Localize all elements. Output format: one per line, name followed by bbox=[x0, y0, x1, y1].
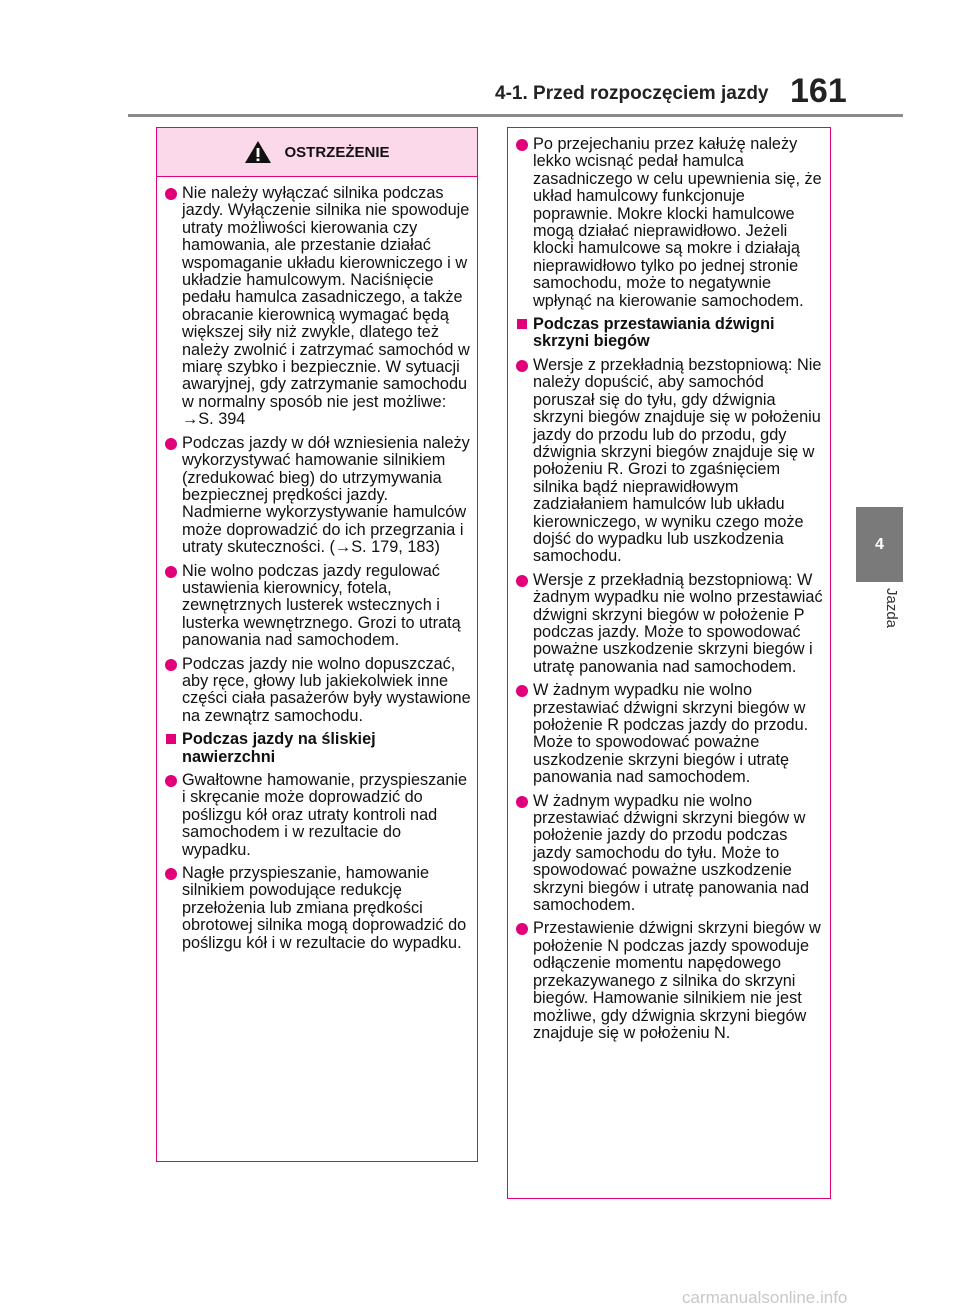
paragraph-text: Nie należy wyłączać silnika podczas jazdy. Wyłączenie silnika nie spowoduje utraty możliwości kierowania czy hamowania, ale przestanie działać wspomaganie układu kierowniczego i w układzie hamulcowym. Naciśnięcie pedału hamulca zasadniczego, a także obracanie kierownicą wymagać będą większej siły niż zwykle, dlatego też należy zwolnić i zatrzymać samochód w miarę szybko i bezpiecznie. W sytuacji awaryjnej, gdy zatrzymanie samochodu w normalny sposób nie jest możliwe: →S. 394 bbox=[182, 184, 470, 429]
running-header: 4-1. Przed rozpoczęciem jazdy bbox=[495, 83, 769, 104]
bullet-paragraph bbox=[165, 656, 471, 726]
paragraph-text: W żadnym wypadku nie wolno przestawiać dźwigni skrzyni biegów w położenie R podczas jazdy do przodu. Może to spowodować poważne uszkodzenie skrzyni biegów i utratę panowania nad samochodem. bbox=[533, 681, 809, 787]
bullet-paragraph bbox=[165, 772, 471, 859]
bullet-paragraph bbox=[165, 435, 471, 557]
section-heading bbox=[165, 731, 471, 766]
bullet-paragraph bbox=[516, 793, 824, 915]
paragraph-text: Gwałtowne hamowanie, przyspieszanie i skręcanie może doprowadzić do poślizgu kół oraz utraty kontroli nad samochodem i w rezultacie do wypadku. bbox=[182, 771, 468, 859]
paragraph-text: Podczas jazdy na śliskiej nawierzchni bbox=[182, 730, 376, 766]
round-bullet-icon bbox=[516, 685, 528, 697]
watermark: carmanualsonline.info bbox=[682, 1288, 848, 1307]
bullet-paragraph bbox=[516, 136, 824, 310]
warning-content bbox=[157, 177, 477, 952]
square-bullet-icon bbox=[517, 319, 527, 329]
paragraph-text: Nie wolno podczas jazdy regulować ustawienia kierownicy, fotela, zewnętrznych lusterek wstecznych i lusterka wewnętrznego. Grozi to utratą panowania nad samochodem. bbox=[182, 561, 461, 650]
section-heading bbox=[516, 316, 824, 351]
square-bullet-icon bbox=[166, 734, 176, 744]
chapter-tab: 4 bbox=[856, 507, 903, 582]
bullet-paragraph bbox=[516, 682, 824, 786]
round-bullet-icon bbox=[165, 775, 177, 787]
bullet-paragraph bbox=[165, 865, 471, 952]
paragraph-text: Wersje z przekładnią bezstopniową: Nie należy dopuścić, aby samochód poruszał się do tyłu, gdy dźwignia skrzyni biegów znajduje się w położeniu jazdy do przodu lub do przodu, gdy dźwignia skrzyni biegów znajduje się w położeniu R. Grozi to zgaśnięciem silnika bądź nieprawidłowym zadziałaniem hamulców lub układu kierowniczego, w wyniku czego może dojść do wypadku lub uszkodzenia samochodu. bbox=[533, 355, 822, 566]
warning-header bbox=[157, 128, 477, 177]
warning-box bbox=[156, 127, 478, 1162]
paragraph-text: Nagłe przyspieszanie, hamowanie silnikiem powodujące redukcję przełożenia lub zmiana prędkości obrotowej silnika mogą doprowadzić do poślizgu kół i w rezultacie do wypadku. bbox=[182, 864, 467, 952]
round-bullet-icon bbox=[516, 575, 528, 587]
round-bullet-icon bbox=[165, 438, 177, 450]
chapter-label: Jazda bbox=[883, 588, 900, 629]
paragraph-text: Przestawienie dźwigni skrzyni biegów w położenie N podczas jazdy spowoduje odłączenie momentu napędowego przekazywanego z silnika do skrzyni biegów. Hamowanie silnikiem nie jest możliwe, gdy dźwignia skrzyni biegów znajduje się w położeniu N. bbox=[533, 919, 821, 1042]
bullet-paragraph bbox=[516, 572, 824, 676]
round-bullet-icon bbox=[516, 360, 528, 372]
paragraph-text: Wersje z przekładnią bezstopniową: W żadnym wypadku nie wolno przestawiać dźwigni skrzyni biegów w położenie P podczas jazdy. Może to spowodować poważne uszkodzenie skrzyni biegów i utratę panowania nad samochodem. bbox=[533, 570, 823, 676]
bullet-paragraph bbox=[165, 563, 471, 650]
page-number: 161 bbox=[790, 72, 847, 110]
round-bullet-icon bbox=[516, 923, 528, 935]
bullet-paragraph bbox=[516, 920, 824, 1042]
header-divider bbox=[128, 114, 903, 117]
round-bullet-icon bbox=[165, 566, 177, 578]
bullet-paragraph bbox=[516, 357, 824, 566]
warning-title: OSTRZEŻENIE bbox=[284, 143, 390, 161]
paragraph-text: W żadnym wypadku nie wolno przestawiać dźwigni skrzyni biegów w położenie jazdy do przodu podczas jazdy samochodu do tyłu. Może to spowodować poważne uszkodzenie skrzyni biegów i utratę panowania nad samochodem. bbox=[533, 791, 810, 915]
warning-triangle-icon bbox=[244, 140, 272, 164]
round-bullet-icon bbox=[516, 796, 528, 808]
round-bullet-icon bbox=[516, 139, 528, 151]
paragraph-text: Podczas jazdy w dół wzniesienia należy wykorzystywać hamowanie silnikiem (zredukować bieg) do utrzymywania bezpiecznej prędkości jazdy. Nadmierne wykorzystywanie hamulców może doprowadzić do ich przegrzania i utraty skuteczności. (→S. 179, 183) bbox=[182, 433, 470, 557]
bullet-paragraph bbox=[165, 185, 471, 429]
round-bullet-icon bbox=[165, 188, 177, 200]
notes-content bbox=[508, 128, 830, 1042]
paragraph-text: Po przejechaniu przez kałużę należy lekko wcisnąć pedał hamulca zasadniczego w celu upewnienia się, że układ hamulcowy funkcjonuje poprawnie. Mokre klocki hamulcowe mogą działać nieprawidłowo. Jeżeli klocki hamulcowe są mokre i działają nieprawidłowo tylko po jednej stronie samochodu, może to negatywnie wpłynąć na kierowanie samochodem. bbox=[533, 135, 822, 310]
round-bullet-icon bbox=[165, 659, 177, 671]
round-bullet-icon bbox=[165, 868, 177, 880]
paragraph-text: Podczas przestawiania dźwigni skrzyni biegów bbox=[533, 315, 775, 351]
notes-box bbox=[507, 127, 831, 1199]
paragraph-text: Podczas jazdy nie wolno dopuszczać, aby ręce, głowy lub jakiekolwiek inne części ciała pasażerów były wystawione na zewnątrz samochodu. bbox=[182, 654, 471, 725]
